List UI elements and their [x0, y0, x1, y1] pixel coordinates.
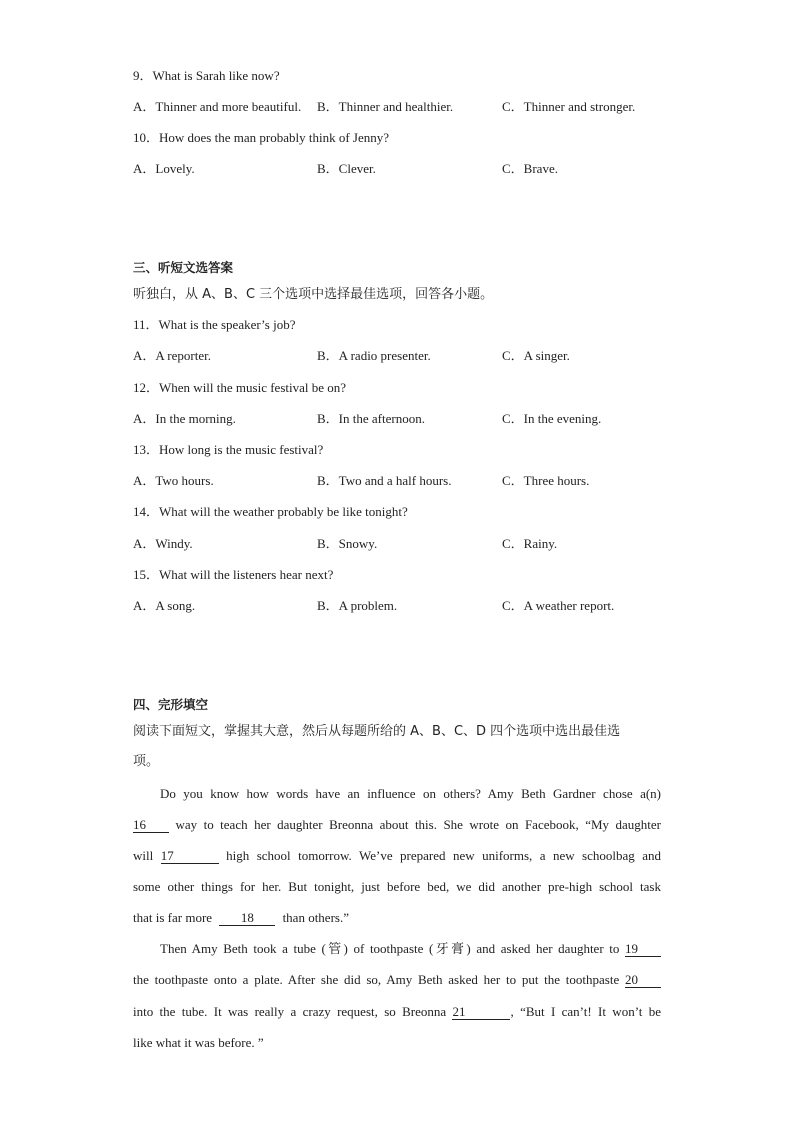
question-11-option-a: A．A reporter.	[133, 348, 211, 363]
question-15: 15．What will the listeners hear next?	[133, 567, 334, 582]
question-13: 13．How long is the music festival?	[133, 442, 324, 457]
question-14-option-a: A．Windy.	[133, 536, 193, 551]
passage-line: 16 way to teach her daughter Breonna about this. She wrote on Facebook, “My daughter	[133, 817, 661, 832]
question-15-option-c: C．A weather report.	[502, 598, 615, 613]
question-12: 12．When will the music festival be on?	[133, 380, 347, 395]
passage-line: Do you know how words have an influence on others? Amy Beth Gardner chose a(n)	[160, 786, 661, 801]
passage-line: into the tube. It was really a crazy request, so Breonna 21 , “But I can’t! It won’t be	[133, 1004, 662, 1019]
question-11-option-c: C．A singer.	[502, 348, 570, 363]
passage-line: like what it was before. ”	[133, 1035, 264, 1050]
question-13-option-b: B．Two and a half hours.	[317, 473, 452, 488]
question-12-option-c: C．In the evening.	[502, 411, 602, 426]
passage-line: the toothpaste onto a plate. After she did so, Amy Beth asked her to put the toothpaste 20	[133, 971, 661, 989]
question-10-option-c: C．Brave.	[502, 161, 558, 176]
section-3-instruction: 听独白，从 A、B、C 三个选项中选择最佳选项，回答各小题。	[133, 287, 494, 302]
section-4-title: 四、完形填空	[133, 697, 209, 712]
cloze-blank-19[interactable]: 19	[625, 941, 661, 957]
passage-line: Then Amy Beth took a tube (管) of toothpaste (牙膏) and asked her daughter to 19	[160, 940, 661, 958]
question-9-option-b: B．Thinner and healthier.	[317, 99, 454, 114]
question-14: 14．What will the weather probably be like tonight?	[133, 504, 408, 519]
passage-line: some other things for her. But tonight, just before bed, we did another pre-high school task	[133, 879, 661, 894]
section-4-instruction-line-1: 阅读下面短文，掌握其大意，然后从每题所给的 A、B、C、D 四个选项中选出最佳选	[133, 724, 621, 739]
question-9-option-c: C．Thinner and stronger.	[502, 99, 636, 114]
question-9: 9．What is Sarah like now?	[133, 68, 280, 83]
cloze-blank-18[interactable]: 18	[219, 910, 275, 926]
passage-line: that is far more 18 than others.”	[133, 910, 349, 925]
question-11: 11．What is the speaker’s job?	[133, 317, 296, 332]
question-13-option-a: A．Two hours.	[133, 473, 214, 488]
question-10: 10．How does the man probably think of Jenny?	[133, 130, 389, 145]
question-13-option-c: C．Three hours.	[502, 473, 590, 488]
cloze-blank-20[interactable]: 20	[625, 972, 661, 988]
question-14-option-b: B．Snowy.	[317, 536, 378, 551]
section-4-instruction-line-2: 项。	[133, 754, 160, 769]
question-15-option-b: B．A problem.	[317, 598, 398, 613]
question-11-option-b: B．A radio presenter.	[317, 348, 431, 363]
cloze-blank-17[interactable]: 17	[161, 848, 219, 864]
question-10-option-a: A．Lovely.	[133, 161, 195, 176]
question-9-option-a: A．Thinner and more beautiful.	[133, 99, 302, 114]
cloze-blank-16[interactable]: 16	[133, 817, 169, 833]
question-15-option-a: A．A song.	[133, 598, 196, 613]
question-12-option-a: A．In the morning.	[133, 411, 236, 426]
question-14-option-c: C．Rainy.	[502, 536, 558, 551]
section-3-title: 三、听短文选答案	[133, 260, 234, 275]
question-10-option-b: B．Clever.	[317, 161, 376, 176]
question-12-option-b: B．In the afternoon.	[317, 411, 425, 426]
cloze-blank-21[interactable]: 21	[452, 1004, 510, 1020]
passage-line: will 17 high school tomorrow. We’ve prepared new uniforms, a new schoolbag and	[133, 848, 661, 863]
